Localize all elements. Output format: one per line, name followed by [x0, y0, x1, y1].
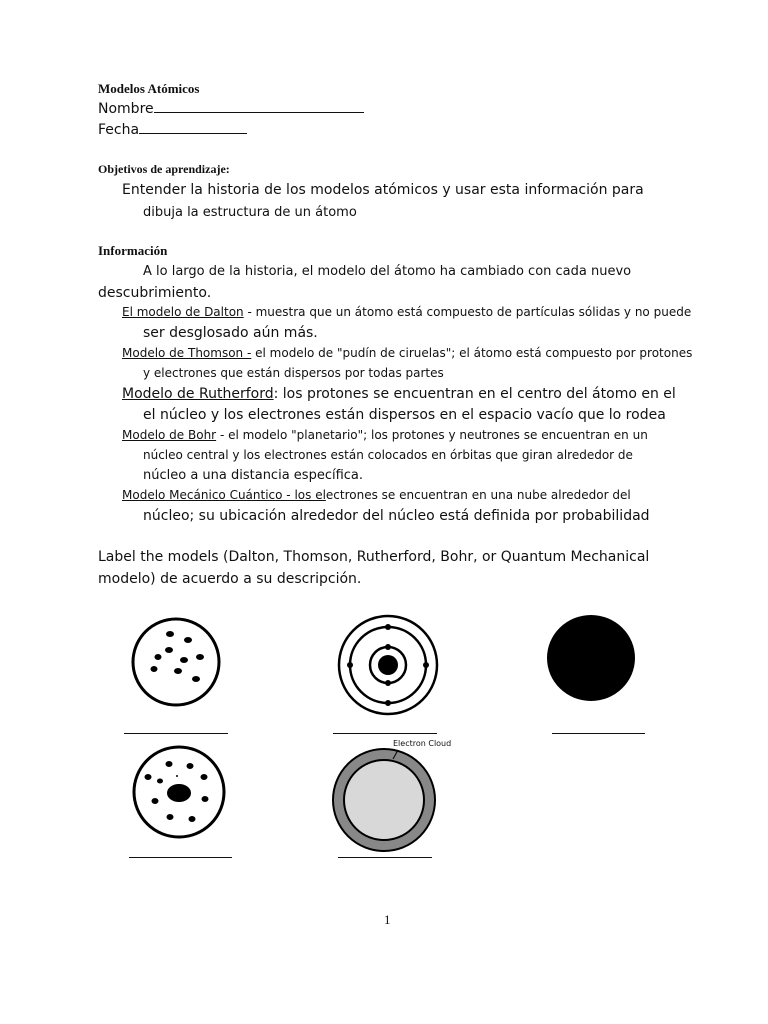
date-label: Fecha	[98, 122, 140, 138]
electron-dot	[201, 774, 208, 780]
model-name: Modelo de Thomson -	[122, 346, 252, 360]
electron-dot	[189, 816, 196, 822]
model-item-dalton-cont: ser desglosado aún más.	[143, 325, 318, 341]
model-item-bohr-cont-2: núcleo a una distancia específica.	[143, 468, 364, 483]
answer-blank-5[interactable]	[338, 857, 432, 858]
atom-figure-4	[130, 743, 240, 843]
solid-sphere	[547, 615, 635, 701]
particle-dot	[180, 657, 188, 663]
model-name: Modelo de Rutherford	[122, 386, 274, 402]
atom-figure-5	[329, 745, 441, 857]
answer-blank-3[interactable]	[552, 733, 645, 734]
model-item-bohr-cont: núcleo central y los electrones están colocados en órbitas que giran alrededor de	[143, 448, 633, 462]
objective-line-2: dibuja la estructura de un átomo	[143, 205, 357, 220]
electron-dot	[202, 796, 209, 802]
model-item-quantum-cont: núcleo; su ubicación alrededor del núcleo está definida por probabilidad	[143, 508, 650, 524]
atom-figure-3	[544, 610, 644, 710]
electron-dot	[385, 624, 391, 630]
electron-dot	[176, 775, 178, 777]
model-name: El modelo de Dalton	[122, 305, 244, 319]
name-blank[interactable]	[154, 100, 364, 113]
objectives-heading: Objetivos de aprendizaje:	[98, 162, 230, 176]
task-line-2: modelo) de acuerdo a su descripción.	[98, 571, 362, 587]
task-line-1: Label the models (Dalton, Thomson, Rutherford, Bohr, or Quantum Mechanical	[98, 549, 650, 565]
particle-dot	[151, 666, 158, 672]
model-item-quantum: Modelo Mecánico Cuántico - los electrones se encuentran en una nube alrededor del	[122, 488, 631, 502]
particle-dot	[174, 668, 182, 674]
particle-dot	[184, 637, 192, 643]
date-field[interactable]	[98, 121, 247, 138]
information-heading: Información	[98, 243, 168, 258]
model-item-rutherford-cont: el núcleo y los electrones están dispersos en el espacio vacío que lo rodea	[143, 407, 666, 423]
electron-dot	[167, 814, 174, 820]
electron-dot	[166, 761, 173, 767]
nucleus	[378, 655, 398, 675]
answer-blank-2[interactable]	[333, 733, 437, 734]
intro-line-2: descubrimiento.	[98, 285, 212, 301]
date-blank[interactable]	[139, 121, 247, 134]
atom-figure-2	[332, 612, 444, 712]
model-name: Modelo Mecánico Cuántico - los el	[122, 488, 326, 502]
model-item-rutherford: Modelo de Rutherford: los protones se encuentran en el centro del átomo en el	[122, 386, 676, 402]
particle-dot	[196, 654, 204, 660]
document-title: Modelos Atómicos	[98, 81, 200, 96]
intro-line-1: A lo largo de la historia, el modelo del átomo ha cambiado con cada nuevo	[143, 264, 632, 279]
electron-dot	[385, 680, 391, 686]
objective-line-1: Entender la historia de los modelos atómicos y usar esta información para	[122, 182, 644, 198]
electron-cloud-label: Electron Cloud	[393, 739, 452, 748]
name-label: Nombre	[98, 101, 154, 117]
model-item-dalton: El modelo de Dalton - muestra que un átomo está compuesto de partículas sólidas y no puede	[122, 305, 692, 319]
particle-dot	[155, 654, 162, 660]
atom-figure-1	[130, 610, 240, 710]
name-field[interactable]	[98, 100, 364, 117]
model-name: Modelo de Bohr	[122, 428, 217, 442]
model-item-bohr: Modelo de Bohr - el modelo "planetario"; los protones y neutrones se encuentran en un	[122, 428, 648, 442]
model-item-thomson-cont: y electrones que están dispersos por todas partes	[143, 366, 444, 380]
particle-dot	[166, 631, 174, 637]
electron-dot	[385, 700, 391, 706]
electron-dot	[157, 779, 163, 784]
particle-dot	[192, 676, 200, 682]
page-number: 1	[384, 912, 391, 927]
model-item-thomson: Modelo de Thomson - el modelo de "pudín de ciruelas"; el átomo está compuesto por protones	[122, 346, 693, 360]
nucleus	[167, 784, 191, 802]
answer-blank-4[interactable]	[129, 857, 232, 858]
electron-dot	[385, 644, 391, 650]
electron-dot	[347, 662, 353, 668]
electron-dot	[152, 798, 159, 804]
answer-blank-1[interactable]	[124, 733, 228, 734]
atom-outline	[133, 619, 219, 705]
nucleus-region	[344, 760, 424, 840]
electron-dot	[145, 774, 152, 780]
electron-dot	[187, 763, 194, 769]
electron-dot	[423, 662, 429, 668]
particle-dot	[165, 647, 173, 653]
